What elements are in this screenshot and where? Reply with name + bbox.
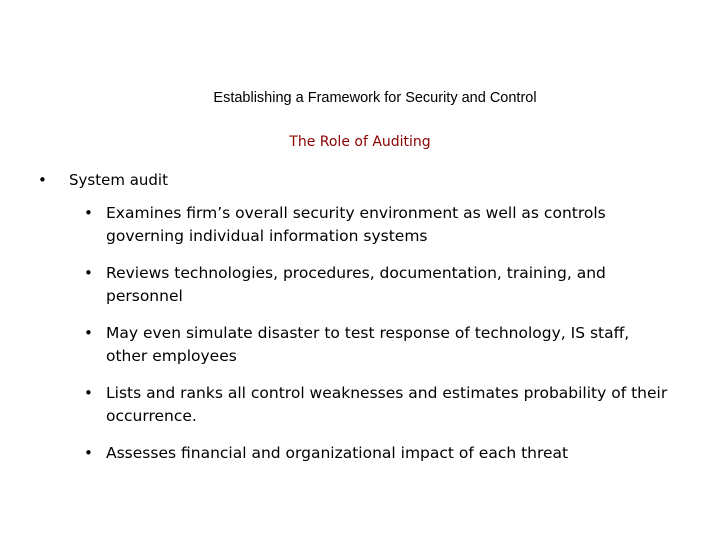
sub-bullet-text: Reviews technologies, procedures, documentation, training, and personnel xyxy=(106,264,606,305)
bullet-dot-icon: • xyxy=(84,264,93,282)
bullet-dot-icon: • xyxy=(84,324,93,342)
bullet-dot-icon: • xyxy=(84,204,93,222)
bullet-dot-icon: • xyxy=(38,171,47,189)
sub-bullet-text: Assesses financial and organizational impact of each threat xyxy=(106,444,569,462)
bullet-dot-icon: • xyxy=(84,384,93,402)
sub-bullet-text: May even simulate disaster to test response of technology, IS staff, other employees xyxy=(106,324,630,365)
sub-bullet-text: Examines firm’s overall security environment as well as controls governing individual information systems xyxy=(106,204,606,245)
main-bullet-text: System audit xyxy=(69,171,168,189)
header-title: Establishing a Framework for Security and Control xyxy=(213,90,537,106)
sub-bullet xyxy=(84,262,674,308)
sub-bullet xyxy=(84,442,674,465)
sub-bullet xyxy=(84,382,674,428)
bullet-dot-icon: • xyxy=(84,444,93,462)
sub-bullet xyxy=(84,322,674,368)
slide-subtitle: The Role of Auditing xyxy=(289,134,431,150)
sub-bullet xyxy=(84,202,674,248)
main-bullet xyxy=(38,169,168,191)
sub-bullet-list xyxy=(84,202,674,479)
sub-bullet-text: Lists and ranks all control weaknesses and estimates probability of their occurrence. xyxy=(106,384,668,425)
